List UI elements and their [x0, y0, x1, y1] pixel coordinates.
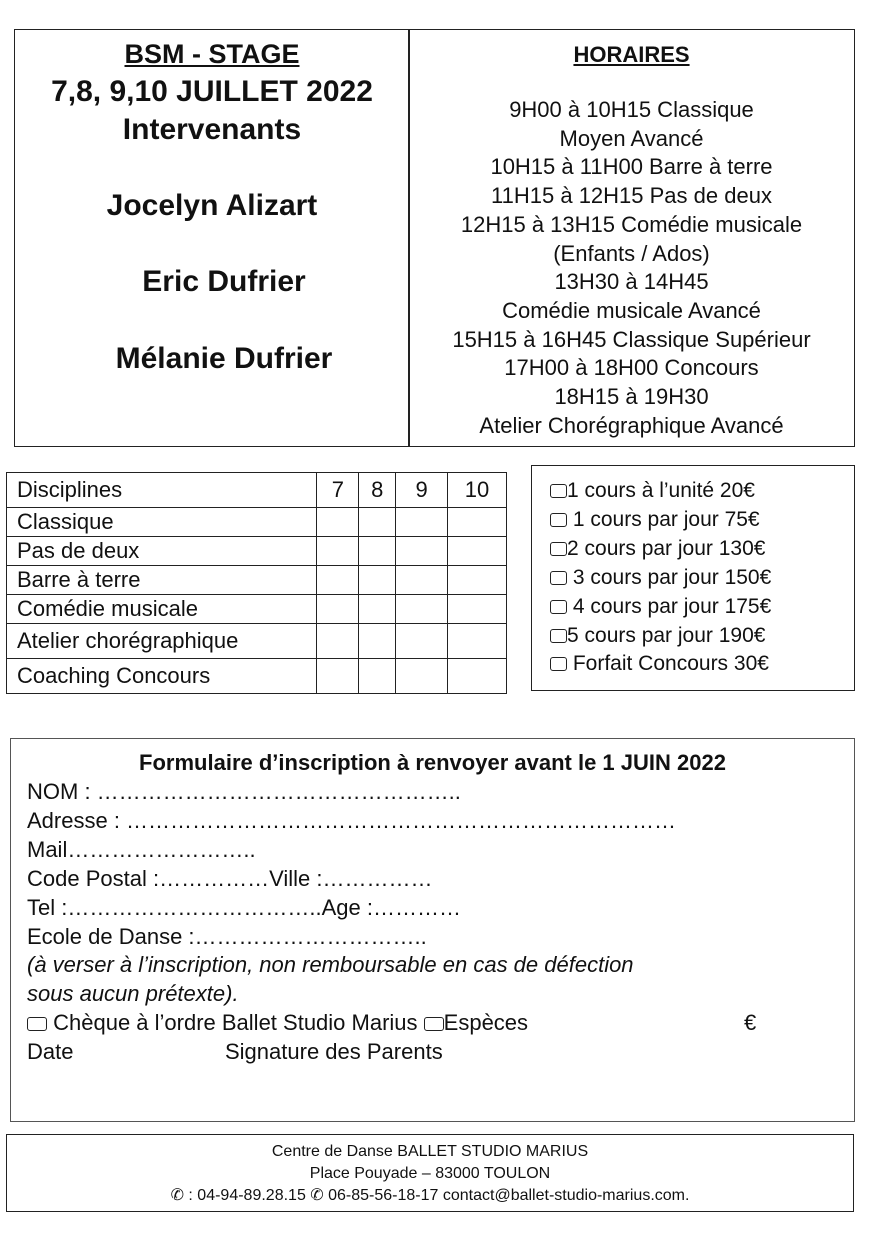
code-postal-ville-field[interactable]: Code Postal :……………Ville :……………	[27, 866, 433, 891]
intervenant-name: Mélanie Dufrier	[115, 342, 333, 375]
price-option[interactable]	[550, 508, 760, 532]
horaire-line: 18H15 à 19H30	[554, 384, 709, 410]
day-cell[interactable]	[317, 659, 359, 694]
tel-age-field[interactable]: Tel :……………………………..Age :…………	[27, 895, 461, 920]
prices-panel	[531, 465, 855, 691]
day-cell[interactable]	[396, 595, 448, 624]
horaire-line: 12H15 à 13H15 Comédie musicale	[460, 211, 803, 237]
checkbox-icon[interactable]	[550, 542, 567, 556]
stage-dates: 7,8, 9,10 JUILLET 2022	[51, 75, 373, 108]
nom-field[interactable]: NOM : …………………………………………..	[27, 779, 461, 804]
discipline-name: Coaching Concours	[7, 659, 317, 694]
table-row	[7, 595, 507, 624]
price-label: 1 cours à l’unité 20€	[567, 479, 755, 502]
phone-icon: ✆	[170, 1187, 184, 1204]
day-cell[interactable]	[359, 537, 396, 566]
table-row	[7, 508, 507, 537]
day-cell[interactable]	[317, 508, 359, 537]
intervenants-heading: Intervenants	[122, 113, 302, 146]
cheque-checkbox-icon[interactable]	[27, 1017, 47, 1031]
intervenants-panel	[14, 29, 410, 447]
checkbox-icon[interactable]	[550, 629, 567, 643]
phone-number: : 04-94-89.28.15	[183, 1187, 311, 1204]
mail-field[interactable]: Mail……………………..	[27, 837, 256, 862]
horaires-panel	[408, 29, 855, 447]
mobile-icon: ✆	[310, 1187, 324, 1204]
day-cell[interactable]	[448, 537, 507, 566]
price-option[interactable]	[550, 624, 765, 648]
ecole-field[interactable]: Ecole de Danse :…………………………..	[27, 924, 427, 949]
signature-field[interactable]: Signature des Parents	[225, 1039, 443, 1064]
stage-title: BSM - STAGE	[124, 39, 300, 69]
horaire-line: Moyen Avancé	[559, 125, 704, 151]
footer-name: Centre de Danse BALLET STUDIO MARIUS	[271, 1143, 589, 1160]
day-cell[interactable]	[396, 508, 448, 537]
horaires-title-text: HORAIRES	[573, 42, 690, 67]
day-cell[interactable]	[448, 624, 507, 659]
horaire-line: 9H00 à 10H15 Classique	[509, 97, 754, 122]
price-option[interactable]	[550, 479, 755, 503]
checkbox-icon[interactable]	[550, 571, 567, 585]
day-cell[interactable]	[448, 659, 507, 694]
checkbox-icon[interactable]	[550, 513, 567, 527]
day-cell[interactable]	[317, 566, 359, 595]
price-label: 4 cours par jour 175€	[567, 595, 772, 618]
price-option[interactable]	[550, 595, 771, 619]
footer-contact	[7, 1185, 853, 1207]
day-cell[interactable]	[396, 537, 448, 566]
price-label: Forfait Concours 30€	[567, 652, 769, 675]
horaire-line: Comédie musicale Avancé	[502, 297, 761, 323]
footer-address: Place Pouyade – 83000 TOULON	[309, 1165, 551, 1182]
table-row	[7, 659, 507, 694]
day-cell[interactable]	[448, 508, 507, 537]
discipline-name: Pas de deux	[7, 537, 317, 566]
horaire-line: Atelier Chorégraphique Avancé	[479, 412, 784, 438]
day-cell[interactable]	[396, 659, 448, 694]
day-cell[interactable]	[359, 624, 396, 659]
day-cell[interactable]	[448, 566, 507, 595]
day-cell[interactable]	[359, 566, 396, 595]
disciplines-header: Disciplines	[7, 473, 317, 508]
day-header: 7	[317, 473, 359, 508]
intervenant-name: Jocelyn Alizart	[106, 189, 318, 222]
registration-form	[10, 738, 855, 1122]
adresse-field[interactable]: Adresse : …………………………………………………………………	[27, 808, 677, 833]
date-field[interactable]: Date	[27, 1039, 74, 1064]
day-cell[interactable]	[317, 595, 359, 624]
day-cell[interactable]	[448, 595, 507, 624]
discipline-name: Comédie musicale	[7, 595, 317, 624]
horaire-line: 17H00 à 18H00 Concours	[504, 355, 759, 381]
horaires-list	[409, 96, 854, 440]
cheque-label: Chèque à l’ordre Ballet Studio Marius	[47, 1010, 424, 1035]
price-label: 5 cours par jour 190€	[567, 624, 766, 647]
checkbox-icon[interactable]	[550, 484, 567, 498]
footer	[6, 1134, 854, 1212]
price-option[interactable]	[550, 652, 769, 676]
mobile-and-email: 06-85-56-18-17 contact@ballet-studio-marius.com.	[323, 1187, 690, 1204]
table-row	[7, 624, 507, 659]
intervenant-name: Eric Dufrier	[142, 265, 306, 298]
euro-sign: €	[744, 1010, 757, 1035]
checkbox-icon[interactable]	[550, 657, 567, 671]
payment-note: (à verser à l’inscription, non remboursable en cas de défection	[27, 952, 634, 977]
day-cell[interactable]	[396, 624, 448, 659]
price-label: 1 cours par jour 75€	[567, 508, 760, 531]
especes-label: Espèces	[443, 1010, 529, 1035]
day-cell[interactable]	[359, 659, 396, 694]
day-cell[interactable]	[359, 595, 396, 624]
checkbox-icon[interactable]	[550, 600, 567, 614]
horaire-line: 10H15 à 11H00 Barre à terre	[490, 154, 773, 180]
horaire-line: (Enfants / Ados)	[553, 240, 710, 266]
table-header-row	[7, 473, 507, 508]
day-cell[interactable]	[317, 624, 359, 659]
disciplines-table	[6, 472, 507, 694]
payment-note: sous aucun prétexte).	[27, 981, 239, 1006]
form-title: Formulaire d’inscription à renvoyer avant le 1 JUIN 2022	[139, 750, 726, 775]
price-label: 3 cours par jour 150€	[567, 566, 772, 589]
horaire-line: 11H15 à 12H15 Pas de deux	[491, 183, 772, 209]
day-header: 8	[359, 473, 396, 508]
payment-options	[27, 1010, 528, 1036]
price-option[interactable]	[550, 537, 765, 561]
horaire-line: 15H15 à 16H45 Classique Supérieur	[452, 326, 811, 352]
price-label: 2 cours par jour 130€	[567, 537, 766, 560]
table-row	[7, 566, 507, 595]
discipline-name: Barre à terre	[7, 566, 317, 595]
horaires-title	[409, 42, 854, 68]
table-row	[7, 537, 507, 566]
day-cell[interactable]	[359, 508, 396, 537]
horaire-line: 13H30 à 14H45	[554, 269, 709, 295]
day-header: 10	[448, 473, 507, 508]
day-cell[interactable]	[317, 537, 359, 566]
day-header: 9	[396, 473, 448, 508]
especes-checkbox-icon[interactable]	[424, 1017, 444, 1031]
discipline-name: Classique	[7, 508, 317, 537]
day-cell[interactable]	[396, 566, 448, 595]
discipline-name: Atelier chorégraphique	[7, 624, 317, 659]
price-option[interactable]	[550, 566, 771, 590]
